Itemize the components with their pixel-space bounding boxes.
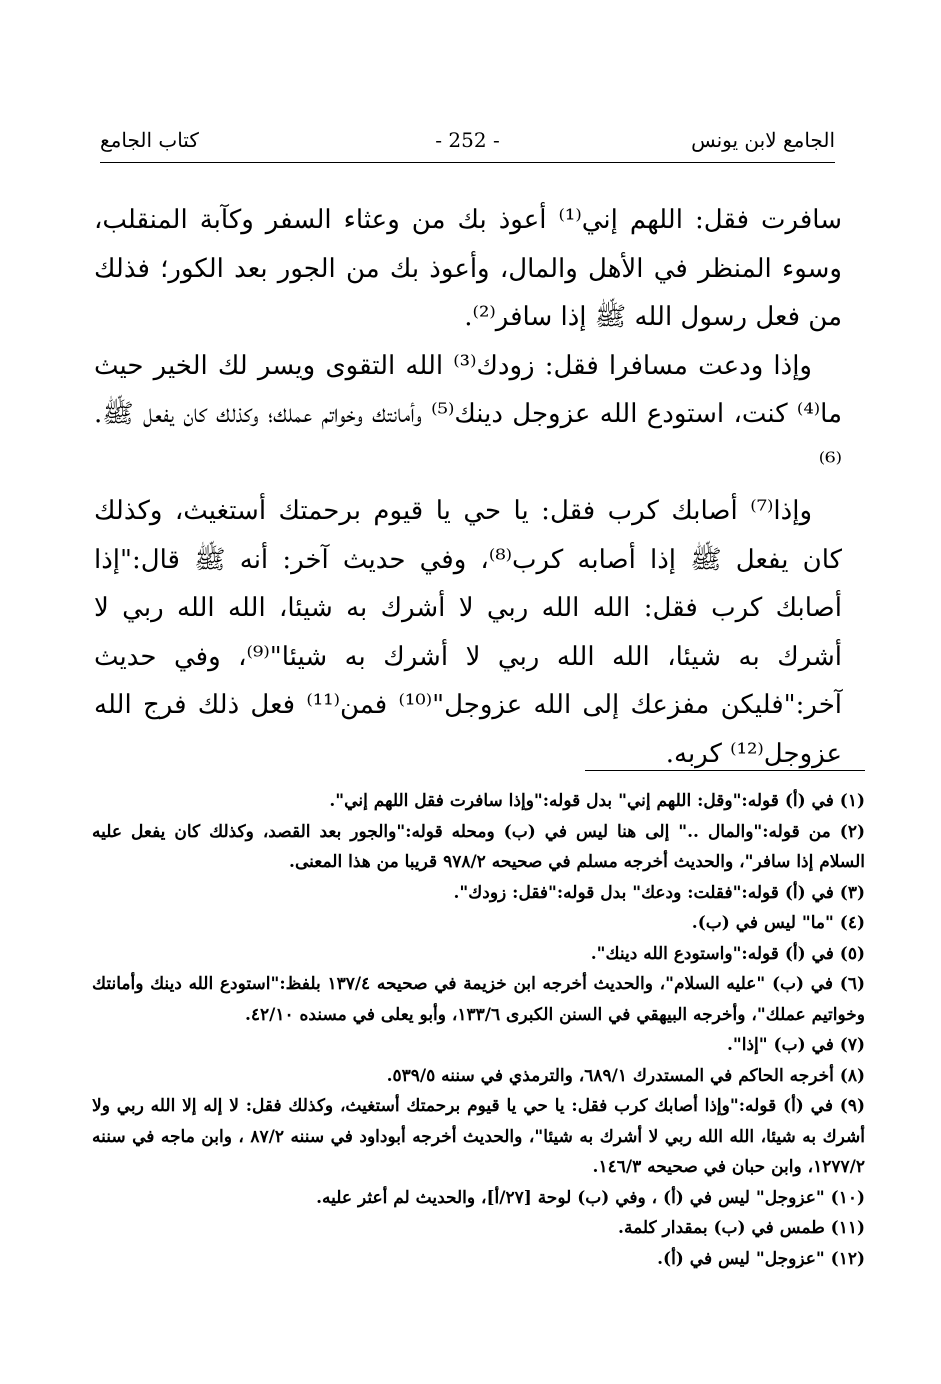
paragraph: سافرت فقل: اللهم إني⁽¹⁾ أعوذ بك من وعثاء السفر وكآبة المنقلب، وسوء المنظر في الأهل والمال، وأعوذ بك من الجور بعد الكور؛ فذلك من فعل رسول الله ﷺ إذا سافر⁽²⁾. [94, 205, 843, 332]
footnote-divider [585, 770, 865, 771]
running-header [100, 128, 835, 162]
footnote: (٤) "ما" ليس في (ب). [691, 913, 865, 933]
page-number: - 252 - [435, 128, 500, 152]
footnote: (١١) طمس في (ب) بمقدار كلمة. [618, 1218, 865, 1238]
footnotes [92, 786, 865, 1274]
footnote: (٦) في (ب) "عليه السلام"، والحديث أخرجه ابن خزيمة في صحيحه ١٣٧/٤ بلفظ:"استودع الله دينك وأمانتك وخواتيم عملك"، وأخرجه البيهقي في السنن الكبرى ١٣٣/٦، وأبو يعلى في مسنده ٤٢/١٠. [92, 974, 865, 1025]
footnote: (٢) من قوله:"والمال .." إلى هنا ليس في (ب) ومحله قوله:"والجور بعد القصد، وكذلك كان يفعل عليه السلام إذا سافر"، والحديث أخرجه مسلم في صحيحه ٩٧٨/٢ قريبا من هذا المعنى. [92, 821, 865, 872]
footnote: (٨) أخرجه الحاكم في المستدرك ٦٨٩/١، والترمذي في سننه ٥٣٩/٥. [386, 1065, 865, 1086]
header-divider [100, 162, 835, 163]
paragraph: وإذا⁽⁷⁾ أصابك كرب فقل: يا حي يا قيوم برحمتك أستغيث، وكذلك كان يفعل ﷺ إذا أصابه كرب⁽⁸⁾، وفي حديث آخر: أنه ﷺ قال:"إذا أصابك كرب فقل: الله الله ربي لا أشرك به شيئا، الله الله ربي لا أشرك به شيئا، الله الله ربي لا أشرك به شيئا"⁽⁹⁾، وفي حديث آخر:"فليكن مفزعك إلى الله عزوجل"⁽¹⁰⁾ فمن⁽¹¹⁾ فعل ذلك فرج الله عزوجل⁽¹²⁾ كربه. [94, 496, 843, 769]
footnote: (٥) في (أ) قوله:"واستودع الله دينك". [590, 943, 865, 964]
section-title: كتاب الجامع [100, 128, 199, 152]
footnote: (١٢) "عزوجل" ليس في (أ). [657, 1248, 865, 1269]
footnote: (٣) في (أ) قوله:"فقلت: ودعك" بدل قوله:"فقل: زودك". [453, 882, 865, 903]
footnote: (٩) في (أ) قوله:"وإذا أصابك كرب فقل: يا حي يا قيوم برحمتك أستغيث، وكذلك فقل: لا إله إلا الله ربي ولا أشرك به شيئا، الله الله ربي لا أشرك به شيئا"، والحديث أخرجه أبوداود في سننه ٨٧/٢ ، وابن ماجه في سننه ١٢٧٧/٢، وابن حبان في صحيحه ١٤٦/٣. [92, 1096, 865, 1177]
footnote: (٧) في (ب) "إذا". [726, 1035, 865, 1055]
paragraph: وإذا ودعت مسافرا فقل: زودك⁽³⁾ الله التقوى ويسر لك الخير حيث ما⁽⁴⁾ كنت، استودع الله عزوجل دينك⁽⁵⁾ وأمانتك وخواتم عملك؛ وكذلك كان يفعل ﷺ.⁽⁶⁾ [94, 350, 842, 478]
book-title: الجامع لابن يونس [691, 128, 835, 152]
footnote: (١٠) "عزوجل" ليس في (أ) ، وفي (ب) لوحة [٢٧/أ]، والحديث لم أعثر عليه. [316, 1187, 865, 1208]
main-text [94, 196, 842, 778]
footnote: (١) في (أ) قوله:"وقل: اللهم إني" بدل قوله:"وإذا سافرت فقل اللهم إني". [329, 791, 865, 811]
